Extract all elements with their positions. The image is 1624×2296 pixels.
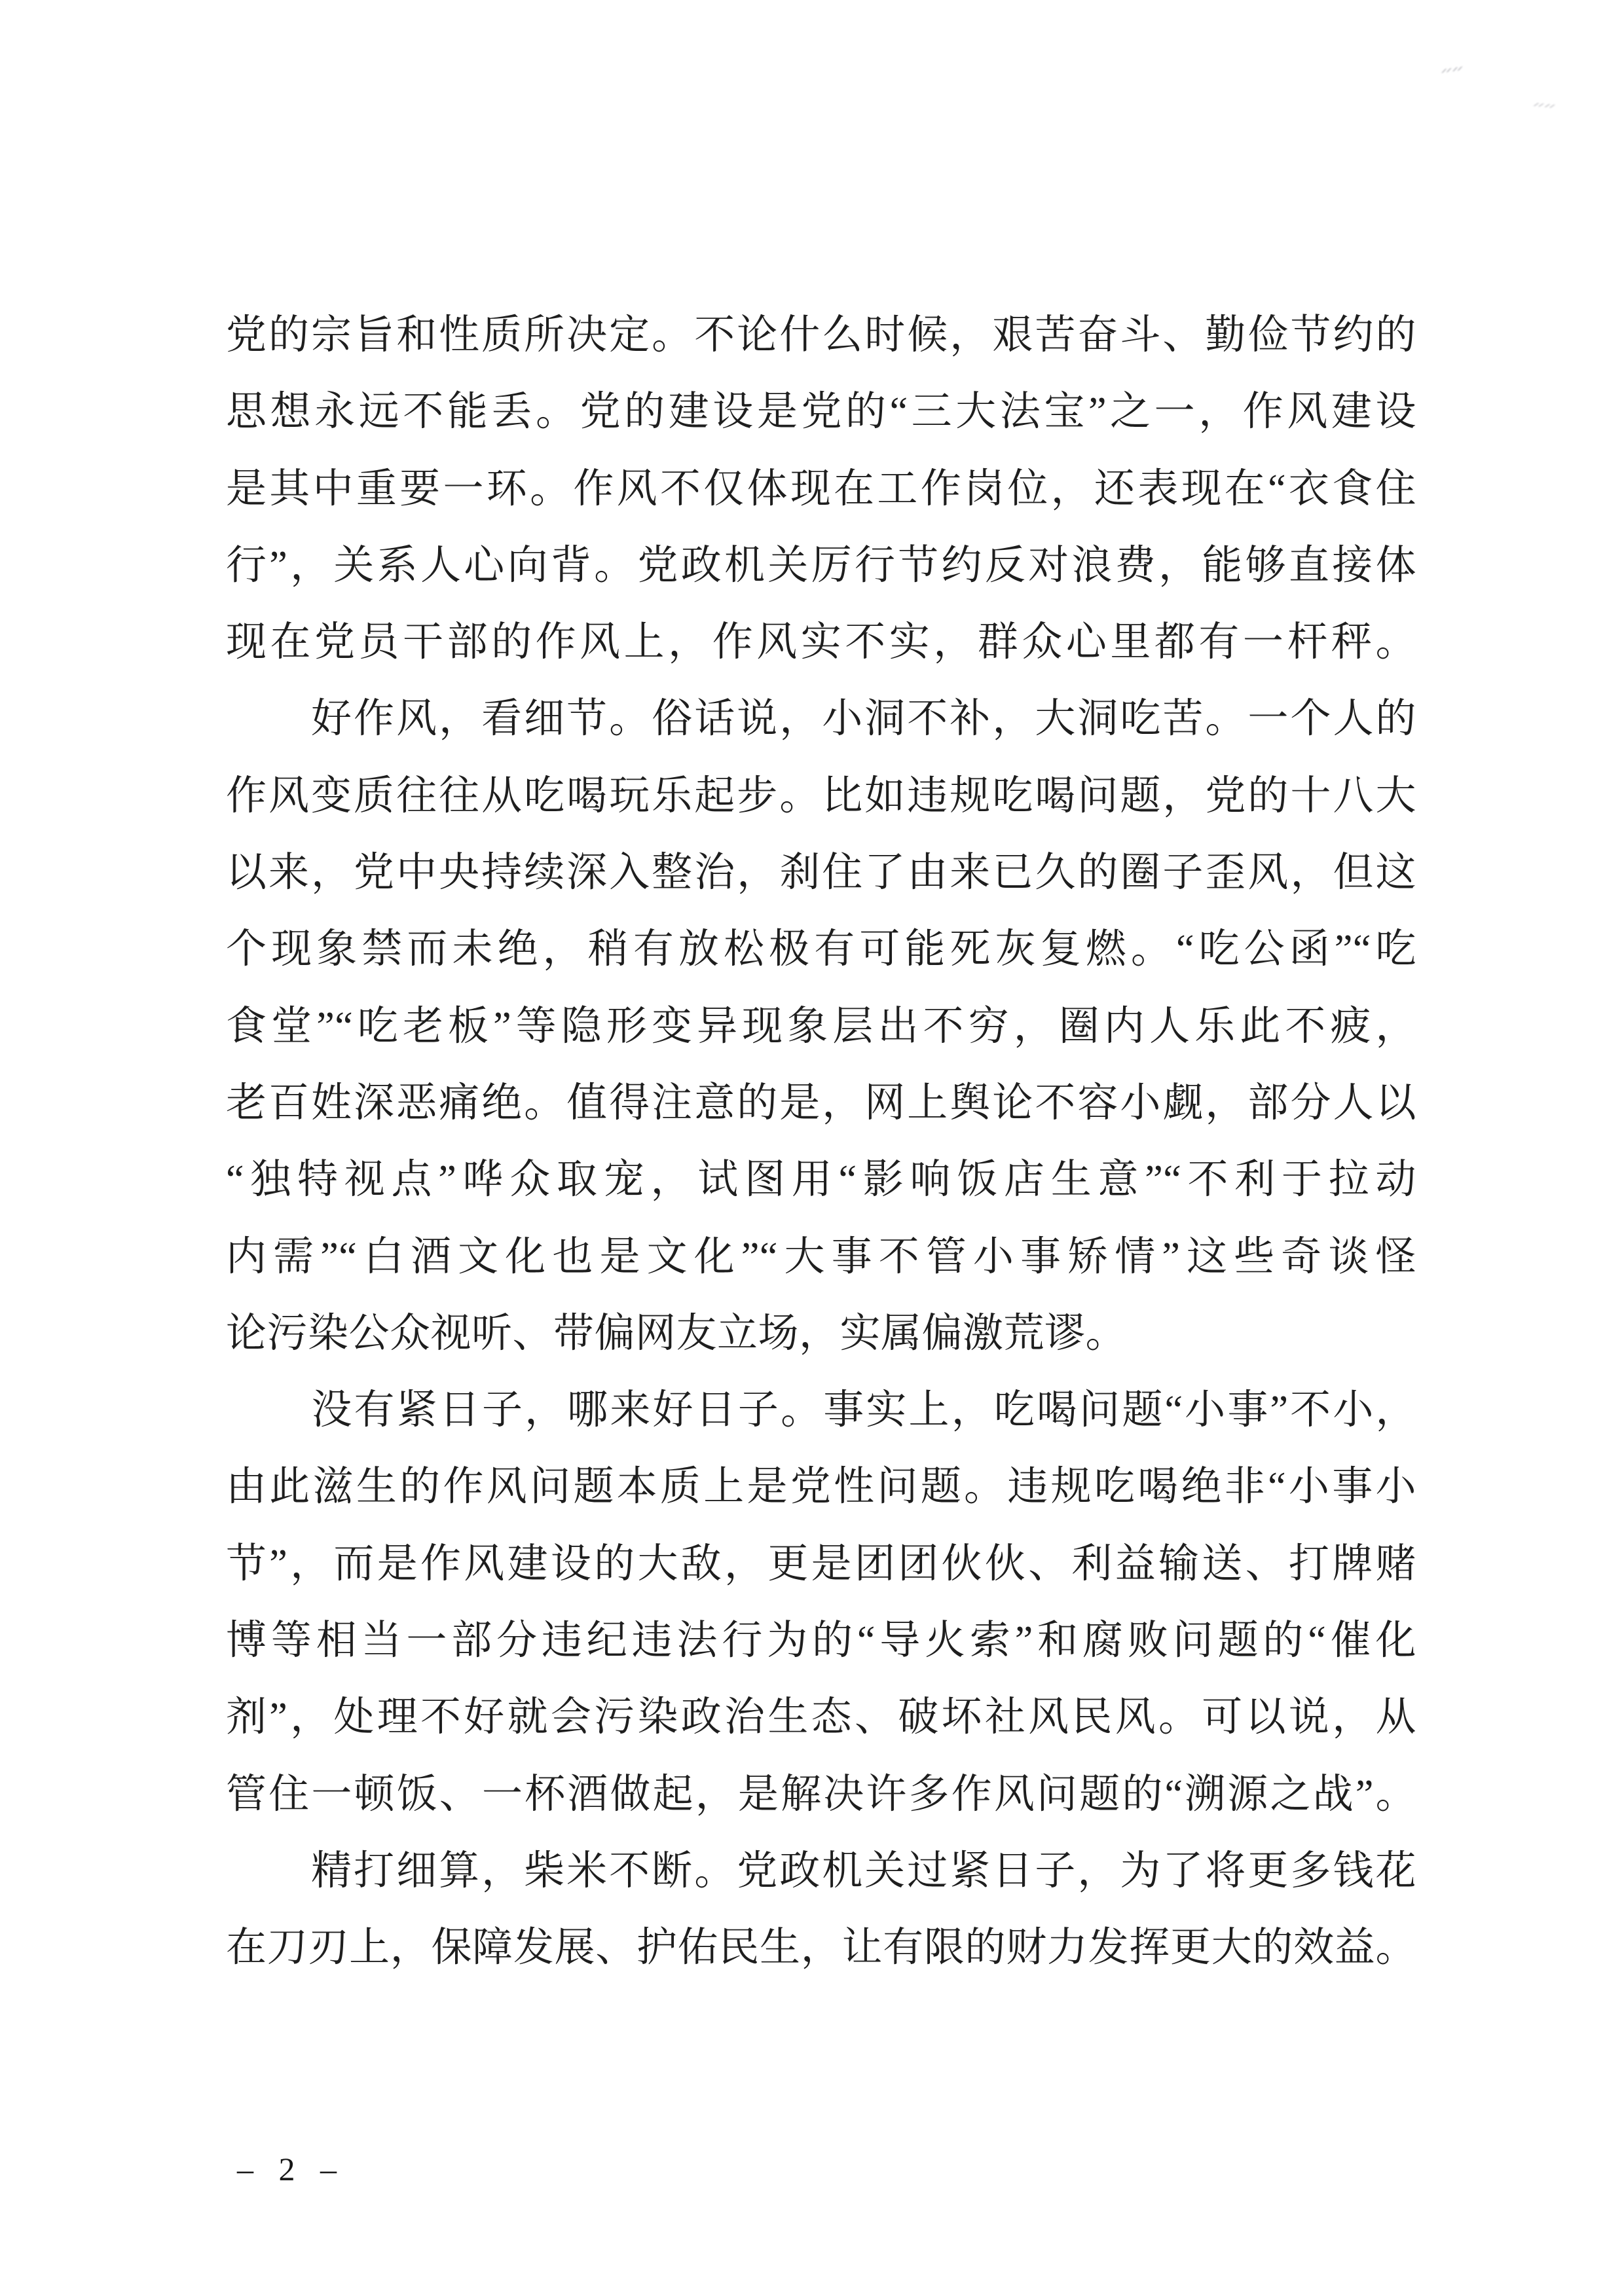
text-line: 在刀刃上，保障发展、护佑民生，让有限的财力发挥更大的效益。 [226,1925,1416,1971]
text-line: 以来，党中央持续深入整治，刹住了由来已久的圈子歪风，但这 [226,850,1416,896]
text-line: 由此滋生的作风问题本质上是党性问题。违规吃喝绝非“小事小 [226,1465,1416,1510]
text-line: 精打细算，柴米不断。党政机关过紧日子，为了将更多钱花 [226,1848,1416,1893]
text-line: 思想永远不能丢。党的建设是党的“三大法宝”之一，作风建设 [226,390,1416,435]
text-line: “独特视点”哗众取宠，试图用“影响饭店生意”“不利于拉动 [226,1157,1416,1203]
text-line: 现在党员干部的作风上，作风实不实，群众心里都有一杆秤。 [226,620,1416,665]
text-line: 节”，而是作风建设的大敌，更是团团伙伙、利益输送、打牌赌 [226,1541,1416,1586]
text-line: 好作风，看细节。俗话说，小洞不补，大洞吃苦。一个人的 [226,697,1416,742]
text-line: 剂”，处理不好就会污染政治生态、破坏社风民风。可以说，从 [226,1695,1416,1740]
text-line: 党的宗旨和性质所决定。不论什么时候，艰苦奋斗、勤俭节约的 [226,313,1416,357]
text-line: 是其中重要一环。作风不仅体现在工作岗位，还表现在“衣食住 [226,466,1416,511]
body-text [226,297,1416,1987]
text-line: 内需”“白酒文化也是文化”“大事不管小事矫情”这些奇谈怪 [226,1234,1416,1279]
text-line: 管住一顿饭、一杯酒做起，是解决许多作风问题的“溯源之战”。 [226,1772,1416,1817]
text-line: 论污染公众视听、带偏网友立场，实属偏激荒谬。 [226,1311,1127,1356]
text-line: 个现象禁而未绝，稍有放松极有可能死灰复燃。“吃公函”“吃 [226,927,1416,972]
scan-artifact: ᳓᳓ [1528,102,1556,129]
text-line: 作风变质往往从吃喝玩乐起步。比如违规吃喝问题，党的十八大 [226,773,1416,818]
text-line: 老百姓深恶痛绝。值得注意的是，网上舆论不容小觑，部分人以 [226,1080,1416,1125]
text-line: 行”，关系人心向背。党政机关厉行节约反对浪费，能够直接体 [226,543,1416,588]
text-line: 没有紧日子，哪来好日子。事实上，吃喝问题“小事”不小， [226,1388,1416,1433]
text-line: 食堂”“吃老板”等隐形变异现象层出不穷，圈内人乐此不疲， [226,1004,1416,1049]
text-line: 博等相当一部分违纪违法行为的“导火索”和腐败问题的“催化 [226,1618,1416,1664]
page-number: – 2 – [237,2151,341,2187]
scan-artifact: ᳓᳓ [1440,66,1464,94]
